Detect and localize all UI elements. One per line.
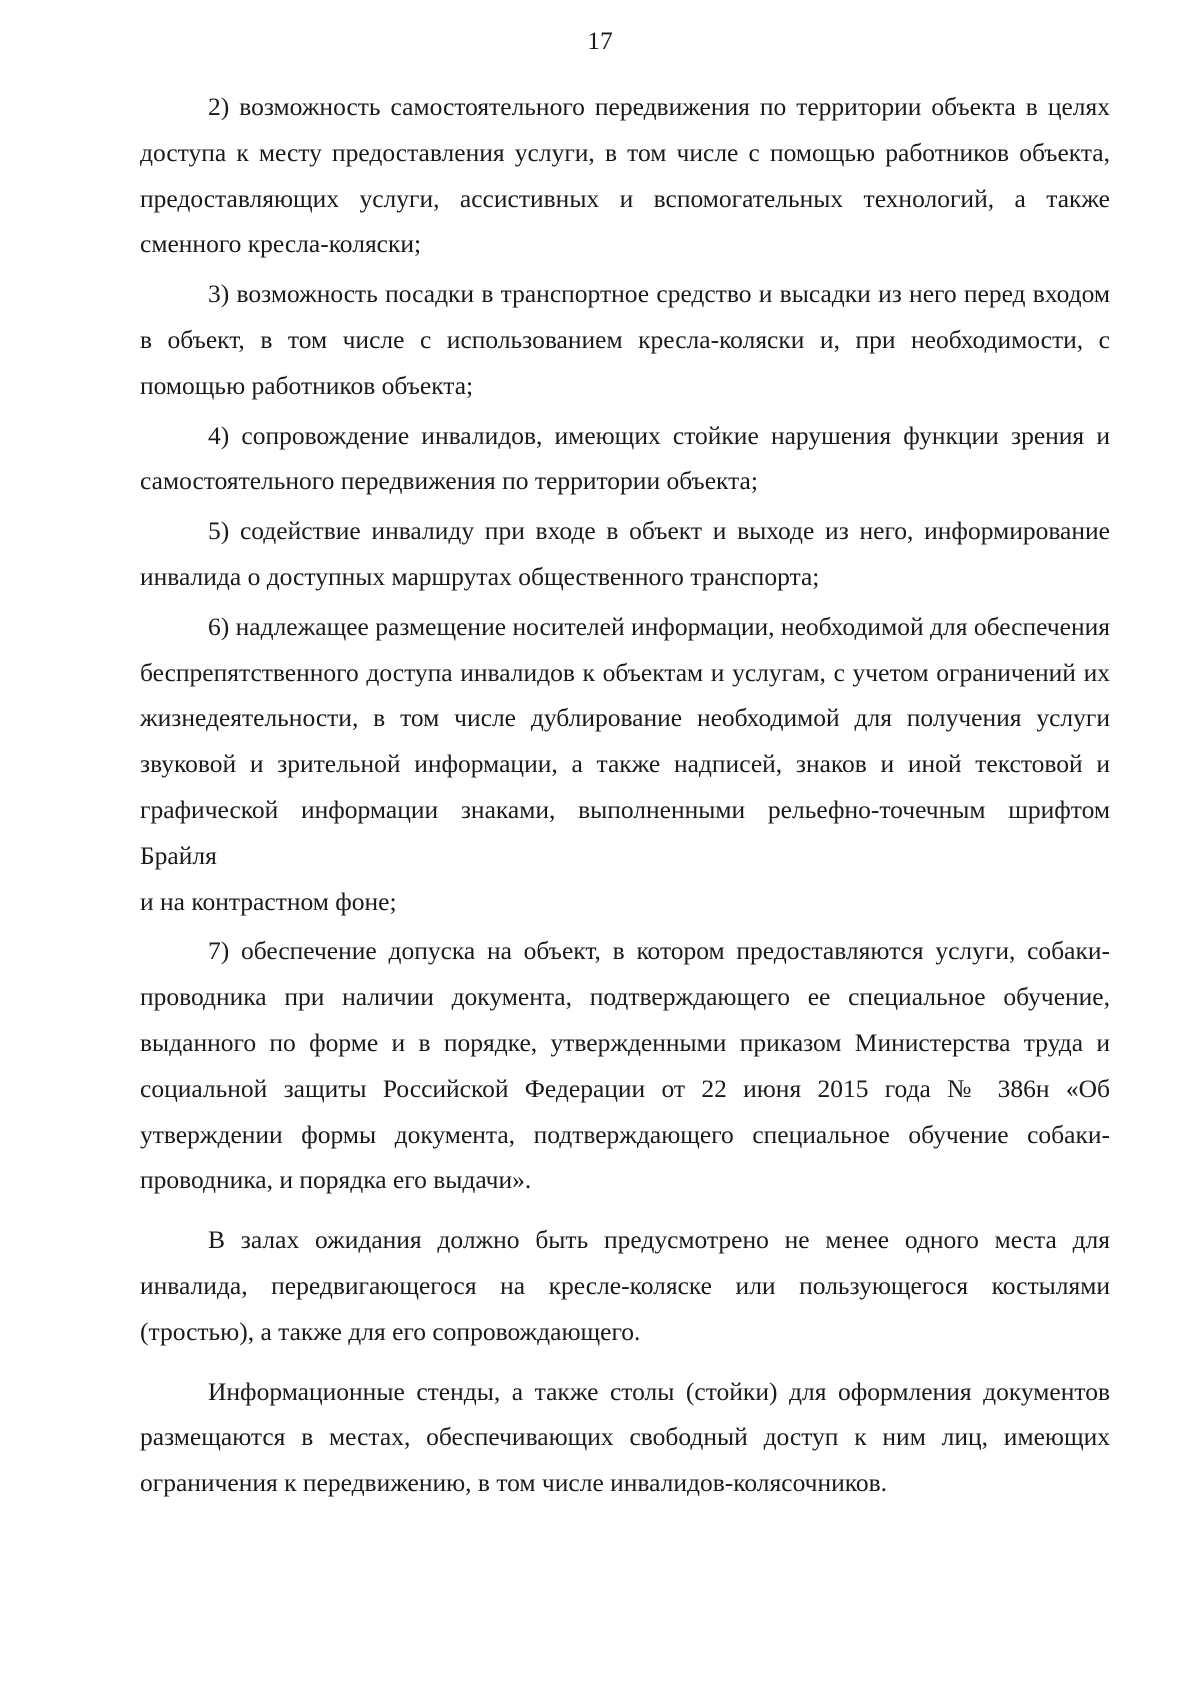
paragraph-item-3: 3) возможность посадки в транспортное средство и высадки из него перед входом в объект, в том числе с использованием кресла-коляски и, при необходимости, с помощью работников объекта; xyxy=(140,279,1110,400)
paragraph-item-7: 7) обеспечение допуска на объект, в котором предоставляются услуги, собаки-проводника при наличии документа, подтверждающего ее специальное обучение, выданного по форме и в порядке, утвержденными приказом Министерства труда и социальной защиты Российской Федерации от 22 июня 2015 года № 386н «Об утверждении формы документа, подтверждающего специальное обучение собаки-проводника, и порядка его выдачи». xyxy=(140,936,1110,1195)
paragraph-waiting-rooms: В залах ожидания должно быть предусмотрено не менее одного места для инвалида, передвигающегося на кресле-коляске или пользующегося костылями (тростью), а также для его сопровождающего. xyxy=(140,1225,1110,1346)
paragraph-item-2: 2) возможность самостоятельного передвижения по территории объекта в целях доступа к месту предоставления услуги, в том числе с помощью работников объекта, предоставляющих услуги, ассистивных и вспомогательных технологий, а также сменного кресла-коляски; xyxy=(140,92,1110,259)
page-number: 17 xyxy=(587,26,613,55)
paragraph-item-6-continuation: и на контрастном фоне; xyxy=(140,886,397,916)
paragraph-item-6: 6) надлежащее размещение носителей информации, необходимой для обеспечения беспрепятственного доступа инвалидов к объектам и услугам, с учетом ограничений их жизнедеятельности, в том числе дублирование необходимой для получения услуги звуковой и зрительной информации, а также надписей, знаков и иной текстовой и графической информации знаками, выполненными рельефно-точечным шрифтом Брайля xyxy=(140,611,1110,870)
document-body xyxy=(140,84,1110,1510)
paragraph-information-stands: Информационные стенды, а также столы (стойки) для оформления документов размещаются в местах, обеспечивающих свободный доступ к ним лиц, имеющих ограничения к передвижению, в том числе инвалидов-колясочников. xyxy=(140,1376,1110,1498)
paragraph-item-4: 4) сопровождение инвалидов, имеющих стойкие нарушения функции зрения и самостоятельного передвижения по территории объекта; xyxy=(140,420,1110,496)
paragraph-item-5: 5) содействие инвалиду при входе в объект и выходе из него, информирование инвалида о доступных маршрутах общественного транспорта; xyxy=(140,516,1110,591)
